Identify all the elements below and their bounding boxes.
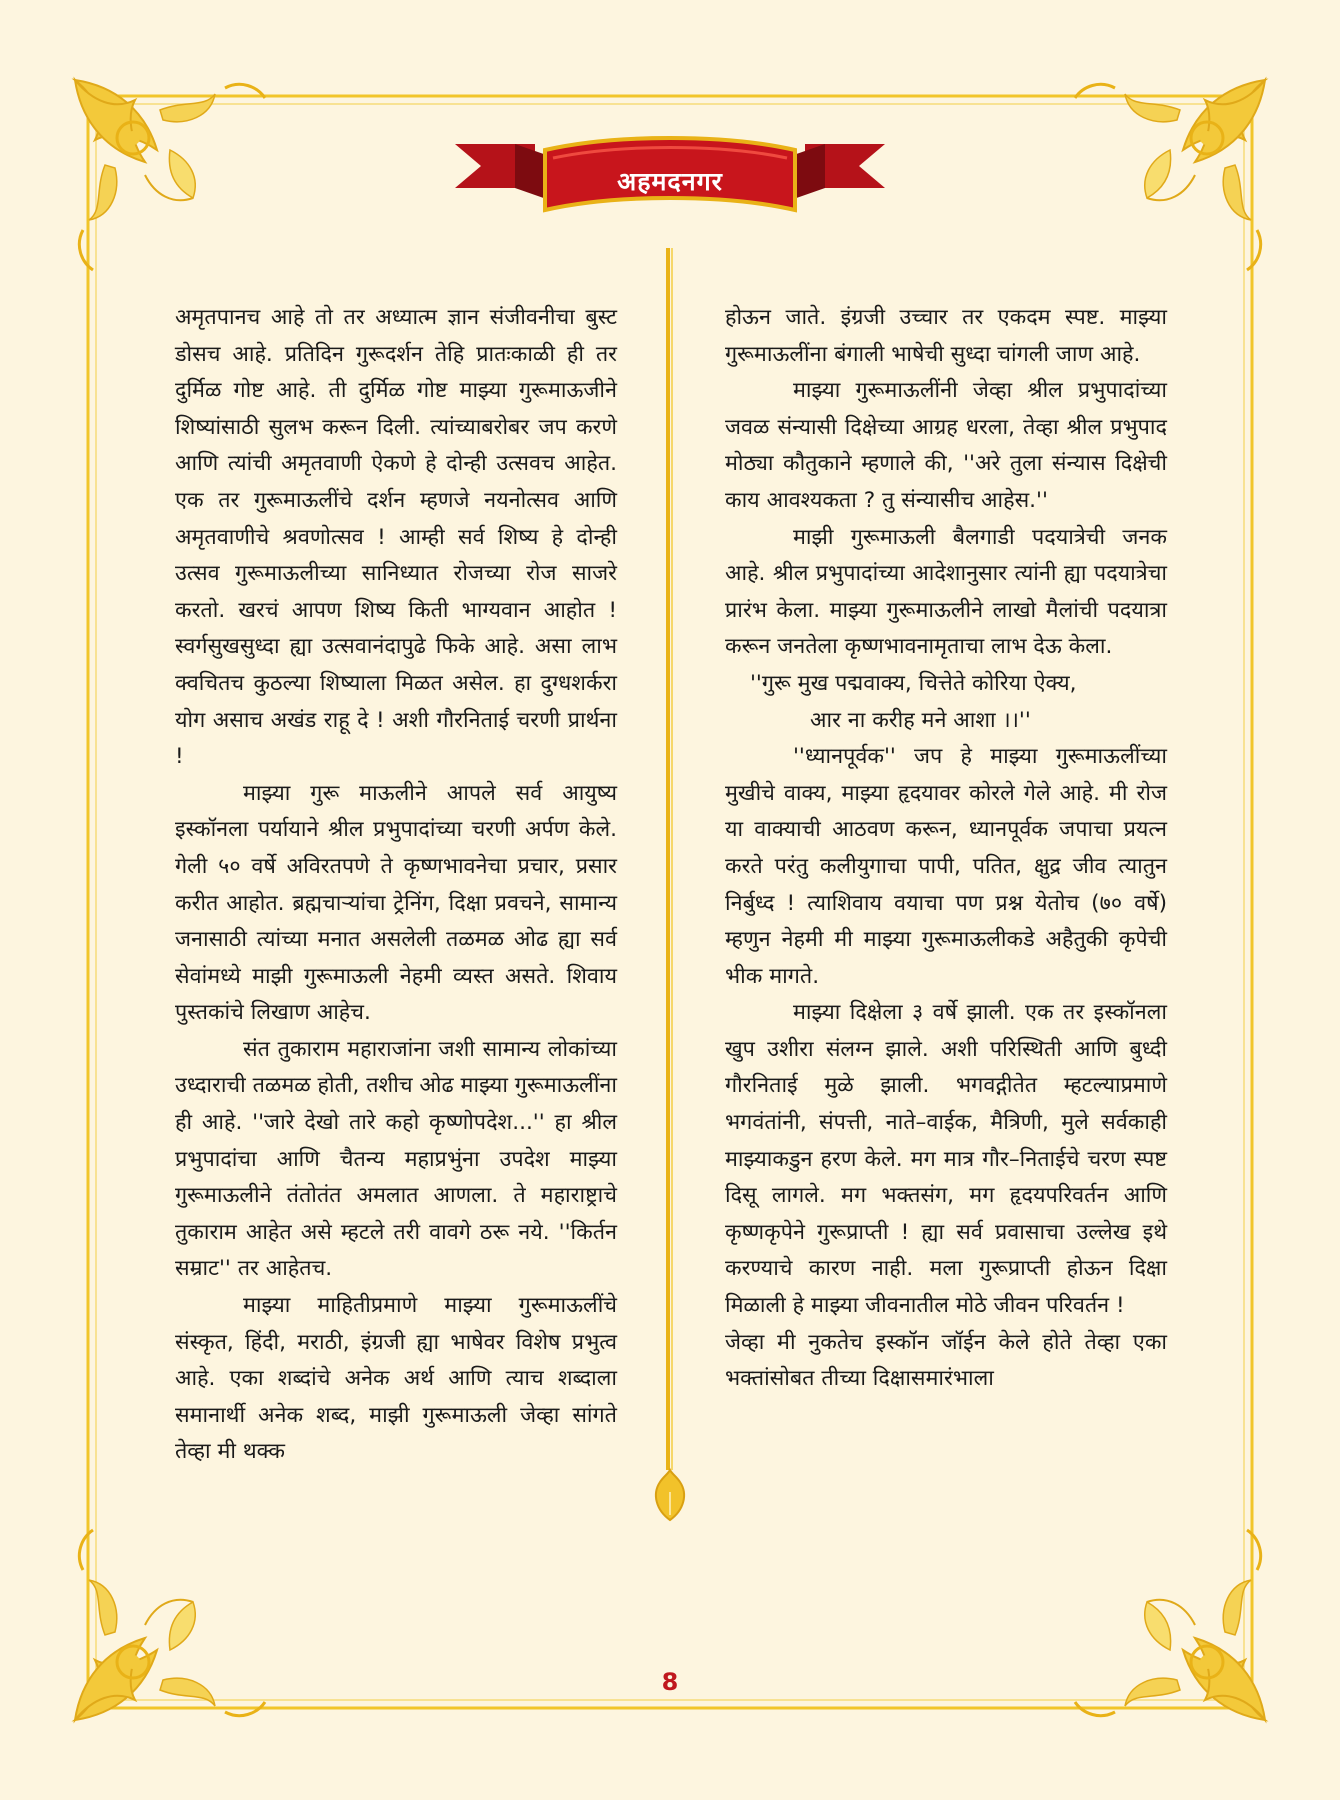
left-text-column [175, 300, 617, 1471]
paragraph: अमृतपानच आहे तो तर अध्यात्म ज्ञान संजीवनीचा बुस्ट डोसच आहे. प्रतिदिन गुरूदर्शन तेहि प्रातःकाळी ही तर दुर्मिळ गोष्ट आहे. ती दुर्मिळ गोष्ट माझ्या गुरूमाऊजीने शिष्यांसाठी सुलभ करून दिली. त्यांच्याबरोबर जप करणे आणि त्यांची अमृतवाणी ऐकणे हे दोन्ही उत्सवच आहेत. एक तर गुरूमाऊलींचे दर्शन म्हणजे नयनोत्सव आणि अमृतवाणीचे श्रवणोत्सव ! आम्ही सर्व शिष्य हे दोन्ही उत्सव गुरूमाऊलीच्या सानिध्यात रोजच्या रोज साजरे करतो. खरचं आपण शिष्य किती भाग्यवान आहोत ! स्वर्गसुखसुध्दा ह्या उत्सवानंदापुढे फिके आहे. असा लाभ क्वचितच कुठल्या शिष्याला मिळत असेल. हा दुग्धशर्करा योग असाच अखंड राहू दे ! अशी गौरनिताई चरणी प्रार्थना ! [175, 305, 617, 770]
paragraph: माझ्या गुरू माऊलीने आपले सर्व आयुष्य इस्कॉनला पर्यायाने श्रील प्रभुपादांच्या चरणी अर्पण केले. गेली ५० वर्षे अविरतपणे ते कृष्णभावनेचा प्रचार, प्रसार करीत आहोत. ब्रह्मचाऱ्यांचा ट्रेनिंग, दिक्षा प्रवचने, सामान्य जनासाठी त्यांच्या मनात असलेली तळमळ ओढ ह्या सर्व सेवांमध्ये माझी गुरूमाऊली नेहमी व्यस्त असते. शिवाय पुस्तकांचे लिखाण आहेच. [175, 780, 617, 1026]
paragraph: जेव्हा मी नुकतेच इस्कॉन जॉईन केले होते तेव्हा एका भक्तांसोबत तीच्या दिक्षासमारंभाला [725, 1329, 1167, 1392]
paragraph: संत तुकाराम महाराजांना जशी सामान्य लोकांच्या उध्दाराची तळमळ होती, तशीच ओढ माझ्या गुरूमाऊलींना ही आहे. ''जारे देखो तारे कहो कृष्णोपदेश...'' हा श्रील प्रभुपादांचा आणि चैतन्य महाप्रभुंना उपदेश माझ्या गुरूमाऊलीने तंतोतंत अमलात आणला. ते महाराष्ट्राचे तुकाराम आहेत असे म्हटले तरी वावगे ठरू नये. ''किर्तन सम्राट'' तर आहेतच. [175, 1036, 617, 1282]
section-ribbon-banner [455, 118, 885, 230]
verse-line: आर ना करीह मने आशा ।।'' [810, 707, 1031, 733]
paragraph: माझ्या माहितीप्रमाणे माझ्या गुरूमाऊलींचे संस्कृत, हिंदी, मराठी, इंग्रजी ह्या भाषेवर विशेष प्रभुत्व आहे. एका शब्दांचे अनेक अर्थ आणि त्याच शब्दाला समानार्थी अनेक शब्द, माझी गुरूमाऊली जेव्हा सांगते तेव्हा मी थक्क [175, 1293, 617, 1465]
paragraph: माझ्या दिक्षेला ३ वर्षे झाली. एक तर इस्कॉनला खुप उशीरा संलग्न झाले. अशी परिस्थिती आणि बुध्दी गौरनिताई मुळे झाली. भगवद्गीतेत म्हटल्याप्रमाणे भगवंतांनी, संपत्ती, नाते–वाईक, मैत्रिणी, मुले सर्वकाही माझ्याकडुन हरण केले. मग मात्र गौर–निताईचे चरण स्पष्ट दिसू लागले. मग भक्तसंग, मग हृदयपरिवर्तन आणि कृष्णकृपेने गुरूप्राप्ती ! ह्या सर्व प्रवासाचा उल्लेख इथे करण्याचे कारण नाही. मला गुरूप्राप्ती होऊन दिक्षा मिळाली हे माझ्या जीवनातील मोठे जीवन परिवर्तन ! [725, 1000, 1167, 1319]
right-text-column [725, 300, 1167, 1398]
page-number: 8 [661, 1668, 679, 1696]
paragraph: माझी गुरूमाऊली बैलगाडी पदयात्रेची जनक आहे. श्रील प्रभुपादांच्या आदेशानुसार त्यांनी ह्या पदयात्रेचा प्रारंभ केला. माझ्या गुरूमाऊलीने लाखो मैलांची पदयात्रा करून जनतेला कृष्णभावनामृताचा लाभ देऊ केला. [725, 524, 1167, 660]
paragraph: होऊन जाते. इंग्रजी उच्चार तर एकदम स्पष्ट. माझ्या गुरूमाऊलींना बंगाली भाषेची सुध्दा चांगली जाण आहे. [725, 305, 1167, 367]
paragraph: ''ध्यानपूर्वक'' जप हे माझ्या गुरूमाऊलींच्या मुखीचे वाक्य, माझ्या हृदयावर कोरले गेले आहे. मी रोज या वाक्याची आठवण करून, ध्यानपूर्वक जपाचा प्रयत्न करते परंतु कलीयुगाचा पापी, पतित, क्षुद्र जीव त्यातुन निर्बुध्द ! त्याशिवाय वयाचा पण प्रश्न येतोच (७० वर्षे) म्हणुन नेहमी मी माझ्या गुरूमाऊलीकडे अहैतुकी कृपेची भीक मागते. [725, 744, 1167, 989]
verse-line: ''गुरू मुख पद्मवाक्य, चित्तेते कोरिया ऐक्य, [750, 670, 1077, 696]
ribbon-title: अहमदनगर [617, 167, 723, 196]
paragraph: माझ्या गुरूमाऊलींनी जेव्हा श्रील प्रभुपादांच्या जवळ संन्यासी दिक्षेच्या आग्रह धरला, तेव्हा श्रील प्रभुपाद मोठ्या कौतुकाने म्हणाले की, ''अरे तुला संन्यास दिक्षेची काय आवश्यकता ? तु संन्यासीच आहेस.'' [725, 378, 1167, 513]
